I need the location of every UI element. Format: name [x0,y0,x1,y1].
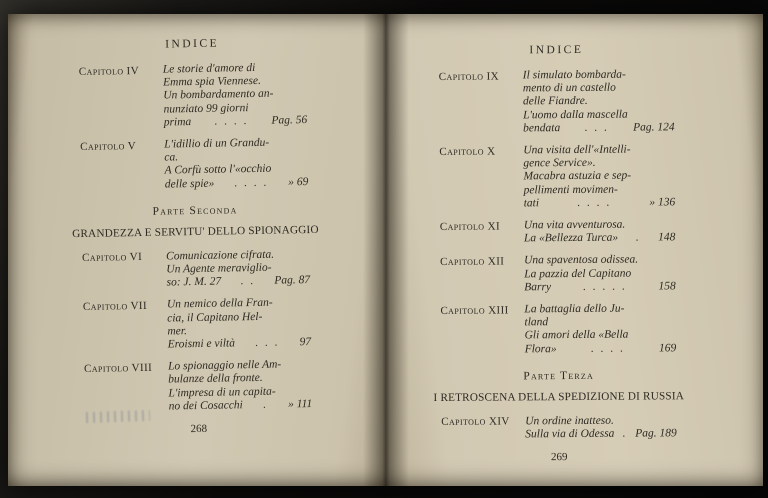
chapter-label: Capitolo X [438,145,495,158]
dot-leader: . . . [583,121,609,134]
entry-line-text: Una vita avventurosa. [523,218,625,232]
entry-line-text: delle spie» [164,177,215,191]
chapter-label: Capitolo IX [438,70,499,83]
entry-line-text: L'impresa di un capita- [168,385,276,400]
entry-line-text: Una visita dell'«Intelli- [522,143,631,157]
entry-line [523,170,675,184]
entry-line-text: Flora» [524,342,557,356]
page-ref: 158 [657,280,676,293]
entry-line [524,267,676,281]
entry-line [522,68,674,82]
entry-line [524,329,676,343]
page-ref: 97 [299,336,312,349]
entry-line-text: Gli amori della «Bella [524,329,628,342]
entry-body [522,68,674,135]
page-header: INDICE [165,37,220,51]
dot-leader: . . . . [214,114,249,128]
book-page-left [8,14,386,486]
dot-leader: . [635,231,641,244]
library-stamp-mark [86,410,150,423]
dot-leader: . . . [254,336,280,350]
left-page-content [8,14,386,486]
entry-line-text: bendata [522,121,560,135]
chapter-label: Capitolo XI [439,220,500,233]
entry-line-text: Un Agente meraviglio- [166,261,272,276]
chapter-label: Capitolo VII [82,299,148,313]
chapter-label: Capitolo VI [82,251,143,265]
part-heading [432,369,684,404]
toc-entry [440,254,676,295]
entry-line [523,218,675,232]
part-title: GRANDEZZA E SERVITU' DELLO SPIONAGGIO [72,223,319,240]
entry-line-text: mento di un castello [522,81,616,95]
entry-body [166,248,310,290]
dot-leader: . . . . [590,342,625,355]
toc-entry [83,296,311,353]
entry-line [522,95,674,109]
page-ref: » 69 [288,175,309,189]
entry-line [165,176,309,192]
entry-line-text: mer. [167,325,188,338]
chapter-label: Capitolo V [80,139,137,153]
toc-entry [82,248,310,292]
page-ref: 148 [657,231,675,244]
book-spread [8,14,763,486]
entry-line-text: Barry [523,281,551,294]
toc-entry [438,68,674,136]
entry-body [167,296,311,351]
entry-line [523,196,675,210]
entry-line-text: A Corfù sotto l'«occhio [164,163,272,177]
dot-leader: . [621,427,627,440]
entry-line-text: ca. [164,151,179,164]
entry-line [166,274,310,290]
entry-line-text: Un ordine inatteso. [524,414,614,428]
entry-line-text: gence Service». [522,157,596,170]
entry-line [524,316,676,330]
toc-entry [80,136,308,193]
entry-line [523,121,675,135]
dot-leader: . . . . [576,196,611,209]
part-title: I RETROSCENA DELLA SPEDIZIONE DI RUSSIA [432,390,684,404]
page-number: 268 [190,422,208,436]
page-ref: 169 [658,341,676,355]
entry-line [524,302,676,316]
entry-line-text: La battaglia dello Ju- [523,302,624,316]
entry-line [523,108,675,122]
chapter-label: Capitolo XIII [439,304,509,317]
entry-line-text: tati [523,197,539,210]
entry-line [169,398,313,414]
entry-line [168,336,312,352]
entry-line-text: L'uomo dalla mascella [522,108,628,121]
dot-leader: . [262,398,268,411]
chapter-label: Capitolo XII [439,255,504,268]
toc-entry [439,143,675,211]
toc-entry [439,218,675,246]
entry-line [523,143,675,157]
book-page-right [386,14,764,486]
entry-body [524,254,676,295]
entry-line-text: pellimenti movimen- [523,183,618,196]
entry-line-text: cia, il Capitano Hel- [167,310,263,325]
chapter-label: Capitolo IV [78,64,140,78]
entry-body [525,414,677,441]
page-ref: Pag. 189 [634,427,677,440]
page-ref: » 136 [648,196,675,209]
entry-body [524,302,676,356]
entry-line [524,280,676,294]
chapter-label: Capitolo VIII [83,361,153,375]
page-ref: Pag. 124 [632,121,675,134]
right-page-content [386,14,764,486]
page-header: INDICE [528,43,583,57]
entry-line-text: Macabra astuzia e sep- [522,170,631,183]
part-heading [72,203,319,240]
entry-line-text: Eroismi e viltà [167,337,236,351]
entry-line [523,157,675,171]
entry-line [525,427,677,441]
entry-line [164,114,308,130]
entry-line [522,82,674,96]
page-ref: Pag. 56 [271,113,308,127]
page-number: 269 [550,451,567,464]
toc-entry [441,414,677,442]
entry-line-text: no dei Cosacchi [168,399,243,413]
entry-line [525,414,677,428]
entry-line [523,232,675,246]
entry-line-text: Emma spia Viennese. [162,75,262,89]
entry-line-text: Comunicazione cifrata. [166,248,275,263]
entry-line [524,342,676,356]
entry-body [523,143,675,210]
dot-leader: . . . . [234,176,269,189]
page-ref: Pag. 87 [274,274,311,287]
entry-line-text: nunziato 99 giorni [163,101,249,116]
toc-entry [440,302,676,356]
entry-body [168,358,312,413]
entry-line-text: so: J. M. 27 [166,275,222,289]
entry-line [524,254,676,268]
entry-body [523,218,675,245]
dot-leader: . . [240,275,256,288]
entry-line [523,183,675,197]
entry-line-text: La pazzia del Capitano [523,267,631,280]
entry-line-text: Un nemico della Fran- [166,297,273,311]
page-ref: » 111 [287,397,313,411]
entry-line-text: Lo spionaggio nelle Am- [167,358,282,373]
entry-body [163,61,308,130]
entry-line-text: bulanze della fronte. [168,372,263,386]
part-label: Parte Terza [522,369,594,383]
part-label: Parte Seconda [152,204,238,218]
entry-line-text: Una spaventosa odissea. [523,253,638,267]
entry-line-text: delle Fiandre. [522,95,588,108]
entry-line-text: prima [163,115,192,129]
entry-line-text: Il simulato bombarda- [522,68,626,82]
dot-leader: . . . . . [582,280,627,293]
toc-entry [84,358,312,415]
entry-line-text: Un bombardamento an- [163,88,274,102]
entry-line-text: L'idillio di un Grandu- [164,136,270,151]
entry-line-text: Le storie d'amore di [162,61,256,76]
entry-body [164,136,308,191]
entry-line-text: La «Bellezza Turca» [523,231,618,245]
toc-entry [79,61,308,131]
entry-line-text: tland [523,316,548,329]
entry-line-text: Sulla via di Odessa [524,427,614,441]
chapter-label: Capitolo XIV [440,415,510,429]
